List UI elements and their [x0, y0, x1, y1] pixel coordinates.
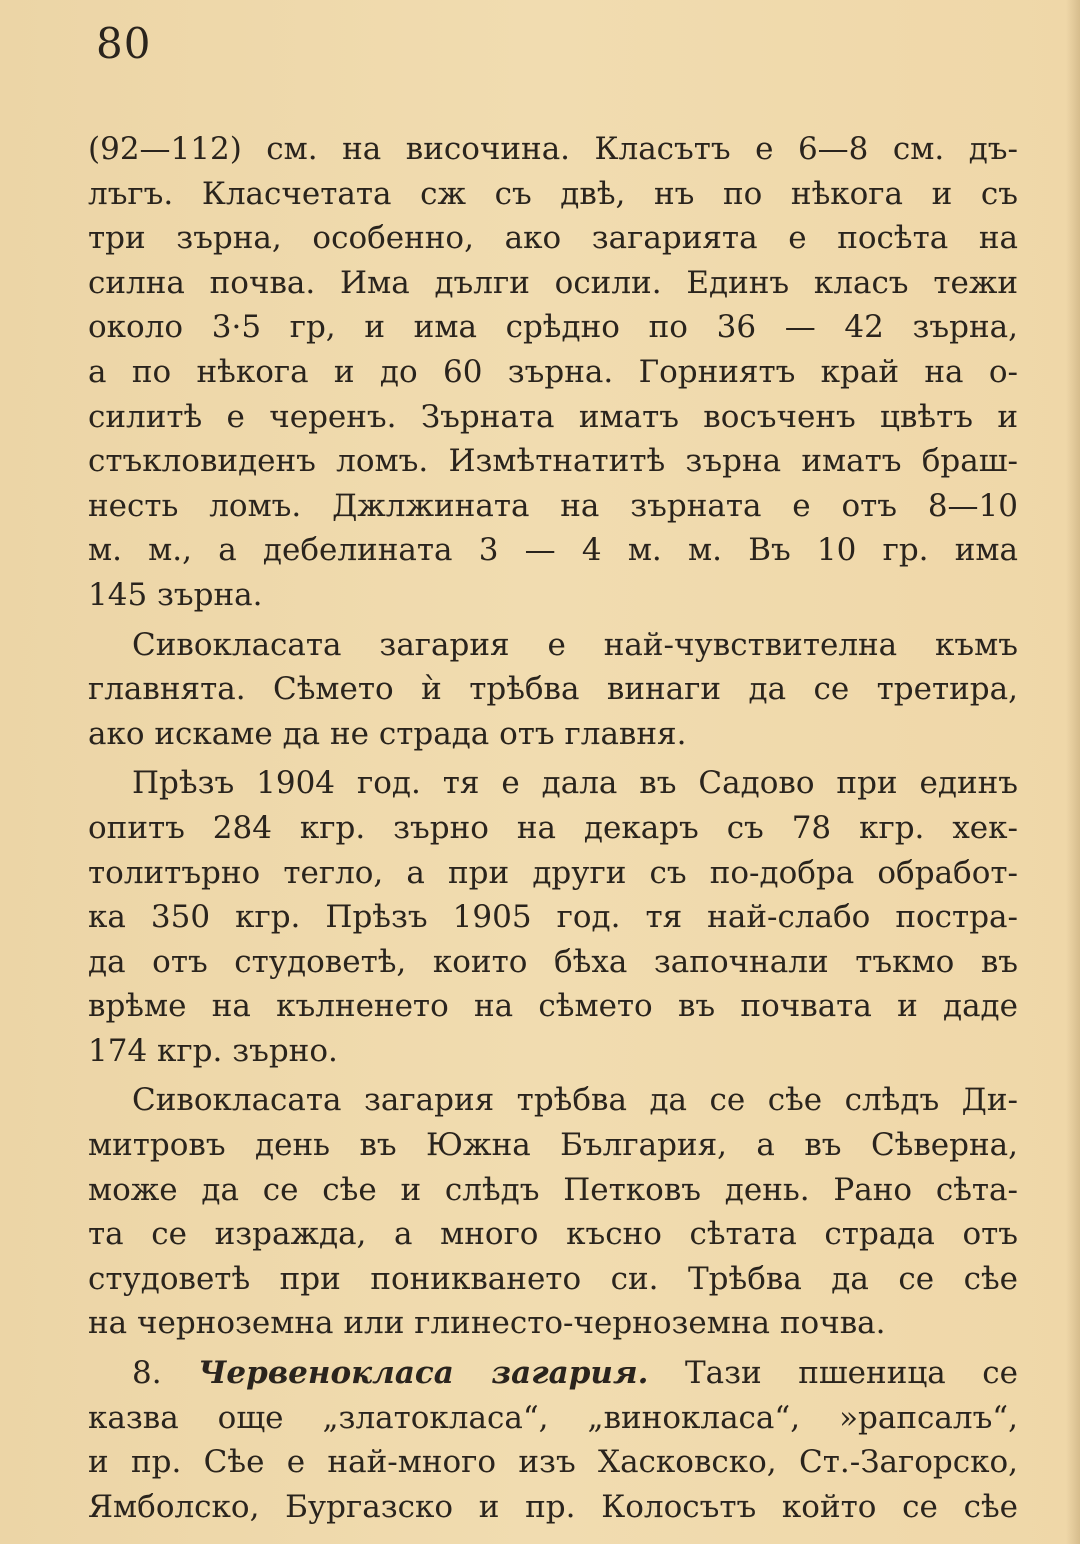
text-line: та се изражда, а много късно сѣтата страда отъ [88, 1216, 1018, 1253]
text-line: да отъ студоветѣ, които бѣха започнали тъкмо въ [88, 943, 1018, 980]
text-line: на черноземна или глинесто-черноземна почва. [88, 1305, 886, 1342]
text-line: може да се сѣе и слѣдъ Петковъ день. Рано сѣта- [88, 1171, 1018, 1208]
section-heading: Червенокласа загария. [198, 1355, 649, 1392]
text-line: ако искаме да не страда отъ главня. [88, 715, 687, 752]
text-line: м. м., а дебелината 3 — 4 м. м. Въ 10 гр. има [88, 532, 1018, 569]
text-line: казва още „златокласа“, „винокласа“, »рапсалъ“, [88, 1399, 1018, 1436]
text-run: Тази пшеница се [684, 1355, 1018, 1392]
text-line: врѣме на кълненето на сѣмето въ почвата и даде [88, 988, 1018, 1025]
text-line: 145 зърна. [88, 576, 263, 613]
text-line: Ямболско, Бургазско и пр. Колосътъ който се сѣе [88, 1488, 1018, 1525]
paragraph-1 [88, 127, 1018, 618]
page-edge-shadow [1066, 0, 1080, 1544]
body-text [88, 127, 1018, 1529]
text-line: главнята. Сѣмето ѝ трѣбва винаги да се третира, [88, 671, 1018, 708]
page-number: 80 [96, 19, 152, 68]
text-line: и пр. Сѣе е най-много изъ Хасковско, Ст.-Загорско, [88, 1444, 1018, 1481]
text-line: 174 кгр. зърно. [88, 1032, 338, 1069]
text-line: студоветѣ при поникването си. Трѣбва да се сѣе [88, 1260, 1018, 1297]
text-line: ка 350 кгр. Прѣзъ 1905 год. тя най-слабо пострa- [88, 899, 1018, 936]
text-line: силитѣ е черенъ. Зърната иматъ восъченъ цвѣтъ и [88, 398, 1018, 435]
text-line: несть ломъ. Джлжината на зърната е отъ 8—10 [88, 487, 1018, 524]
text-line: стъкловиденъ ломъ. Измѣтнатитѣ зърна иматъ браш- [88, 443, 1018, 480]
text-line: толитърно тегло, а при други съ по-добра обработ- [88, 854, 1018, 891]
text-line: силна почва. Има дълги осили. Единъ класъ тежи [88, 264, 1018, 301]
text-line: а по нѣкога и до 60 зърна. Горниятъ край на о- [88, 353, 1018, 390]
paragraph-3 [88, 761, 1018, 1073]
text-line: (92—112) см. на височина. Класътъ е 6—8 см. дъ- [88, 131, 1018, 167]
paragraph-5 [88, 1351, 1018, 1529]
paragraph-2 [88, 623, 1018, 757]
text-line: Сивокласата загария трѣбва да се сѣе слѣдъ Ди- [132, 1082, 1018, 1119]
text-line [88, 1351, 1018, 1396]
paragraph-4 [88, 1078, 1018, 1346]
text-line: Сивокласата загария е най-чувствителна къмъ [132, 626, 1018, 663]
text-line: опитъ 284 кгр. зърно на декаръ съ 78 кгр. хек- [88, 809, 1018, 846]
text-line: три зърна, особенно, ако загарията е посѣта на [88, 220, 1018, 257]
text-line: лъгъ. Класчетата сж съ двѣ, нъ по нѣкога и съ [88, 175, 1018, 212]
text-line: митровъ день въ Южна България, а въ Сѣверна, [88, 1127, 1018, 1164]
section-number: 8. [132, 1355, 162, 1392]
text-line: около 3·5 гр, и има срѣдно по 36 — 42 зърна, [88, 309, 1018, 346]
text-line: Прѣзъ 1904 год. тя е дала въ Садово при единъ [132, 765, 1018, 802]
